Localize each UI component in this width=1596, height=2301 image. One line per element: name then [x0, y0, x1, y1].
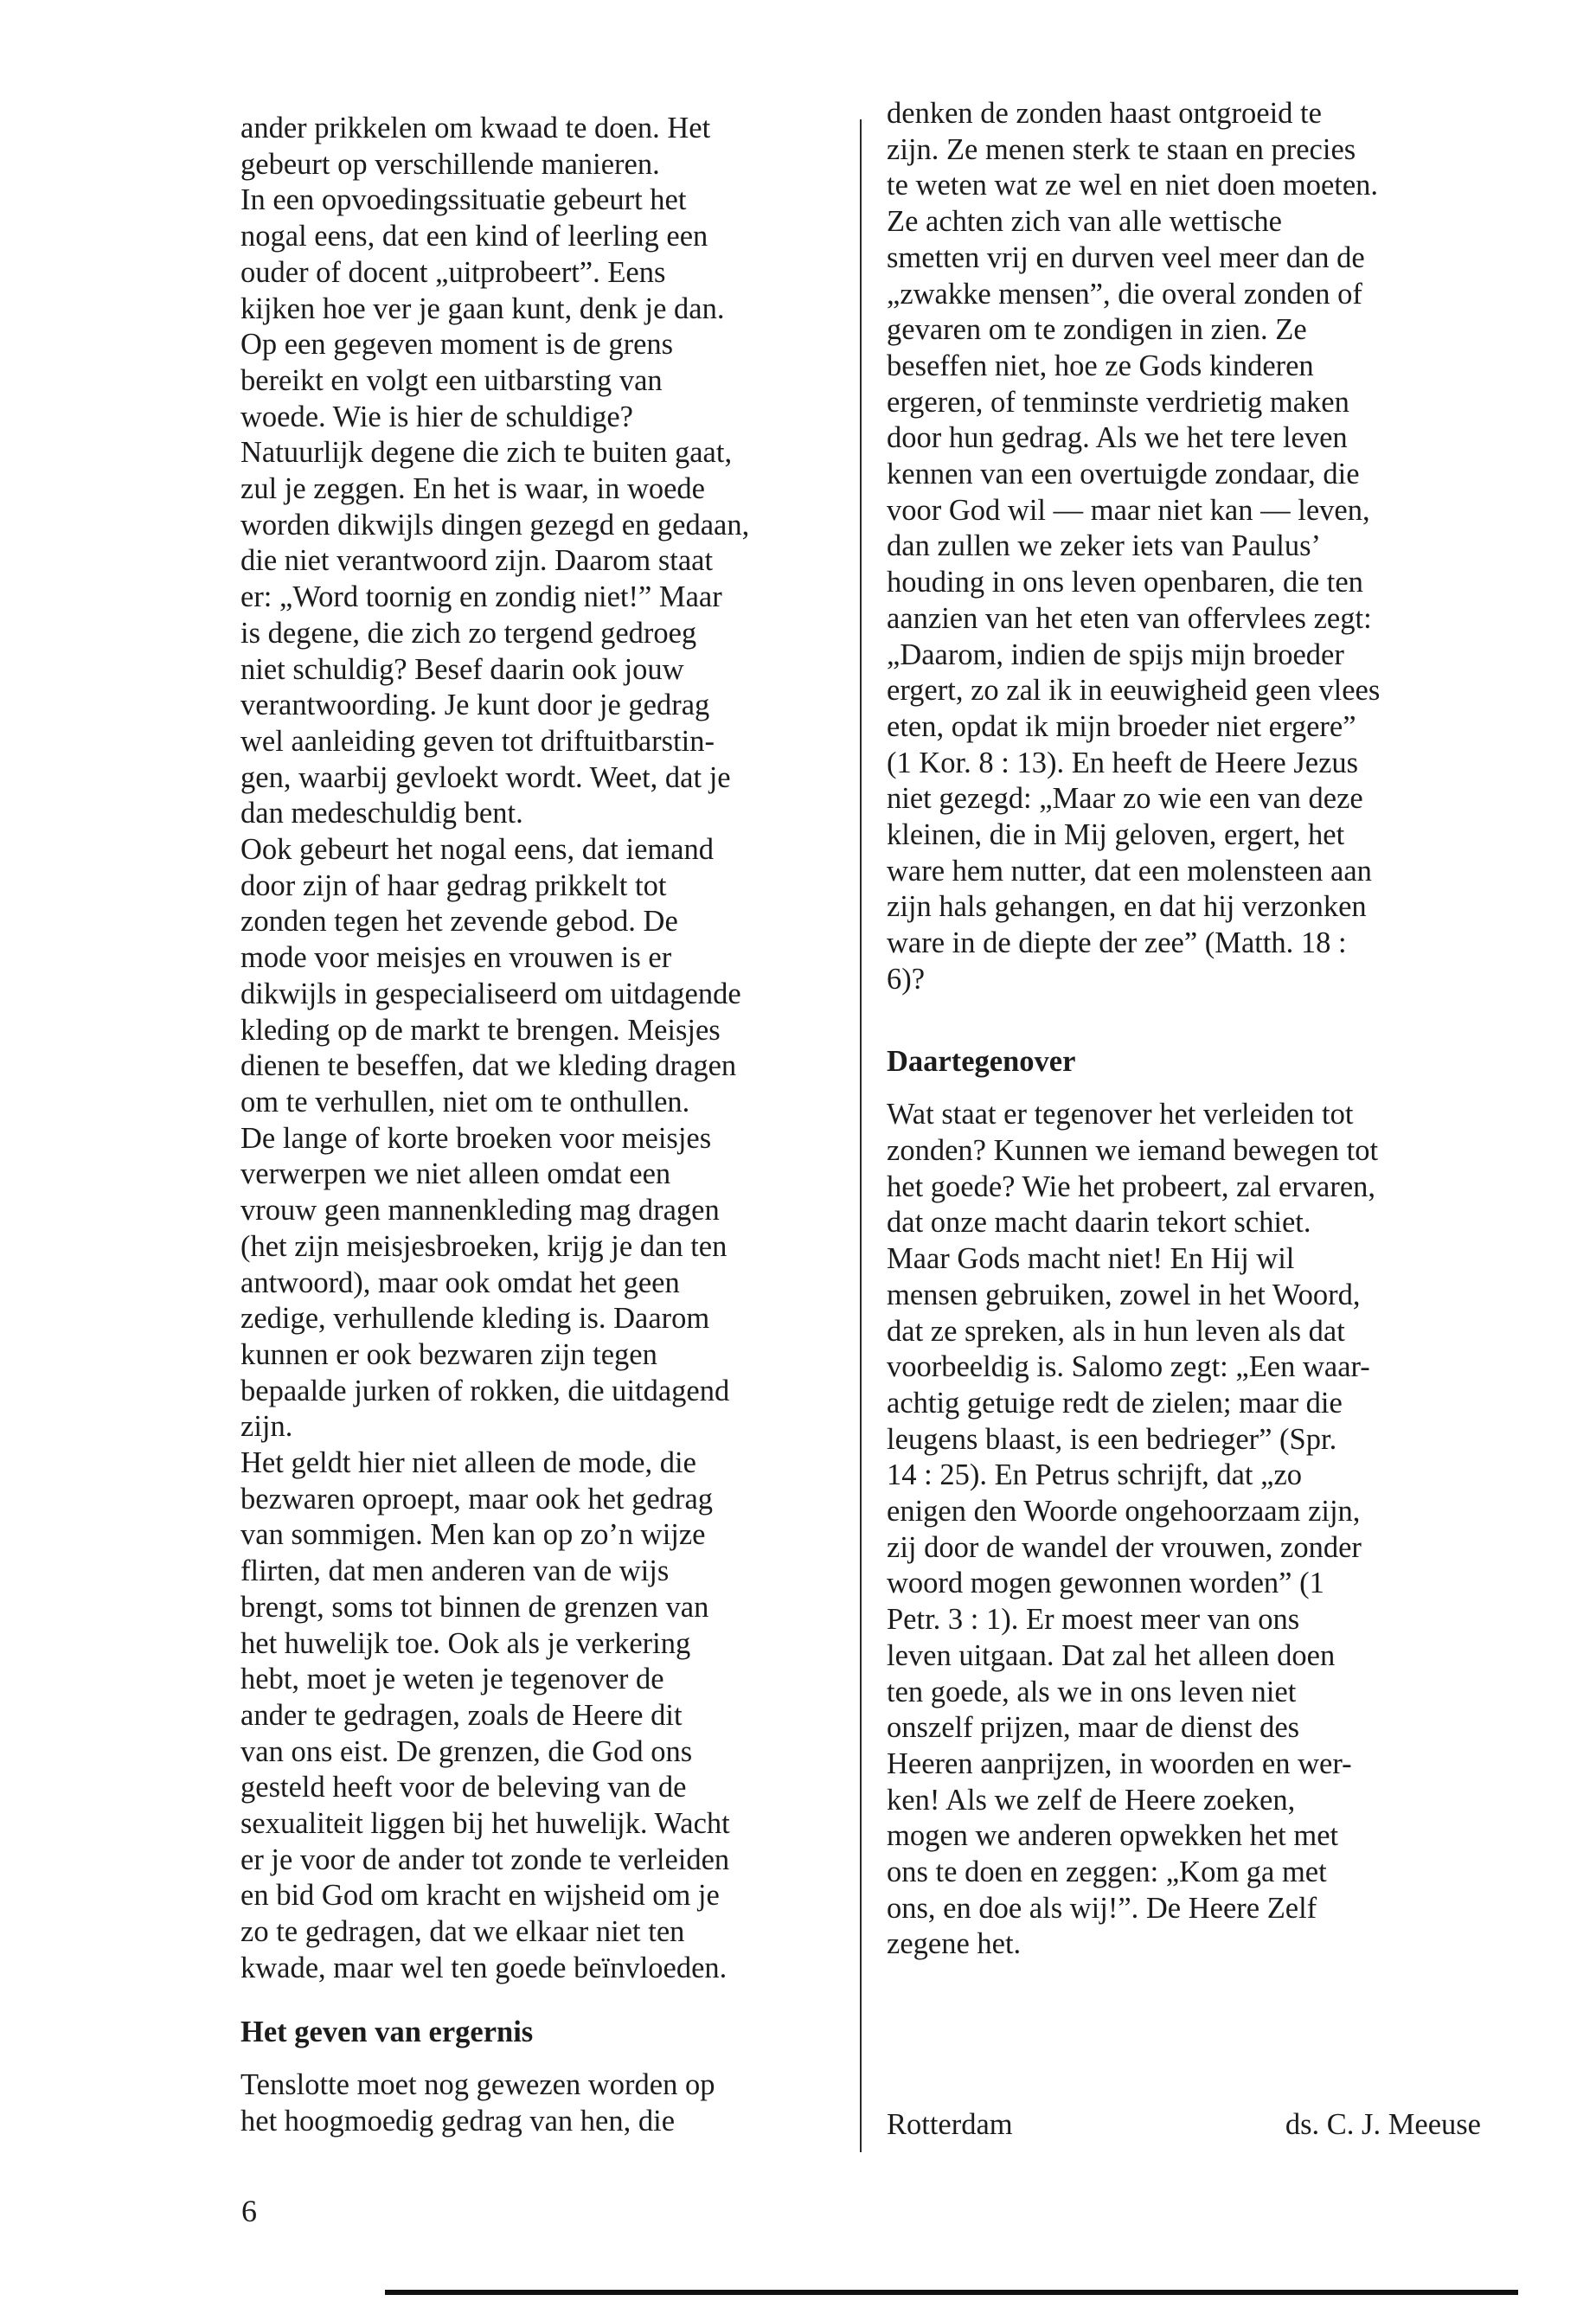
- text-line: niet gezegd: „Maar zo wie een van deze: [887, 782, 1363, 816]
- text-line: zij door de wandel der vrouwen, zonder: [887, 1530, 1362, 1564]
- text-line: antwoord), maar ook omdat het geen: [240, 1266, 680, 1299]
- text-line: zijn.: [240, 1410, 293, 1444]
- text-line: achtig getuige redt de zielen; maar die: [887, 1386, 1343, 1420]
- text-line: ander te gedragen, zoals de Heere dit: [240, 1698, 683, 1732]
- text-line: brengt, soms tot binnen de grenzen van: [240, 1590, 709, 1624]
- text-line: ergert, zo zal ik in eeuwigheid geen vlees: [887, 674, 1381, 708]
- text-line: en bid God om kracht en wijsheid om je: [240, 1879, 720, 1913]
- text-line: ergeren, of tenminste verdrietig maken: [887, 385, 1349, 419]
- text-line: kwade, maar wel ten goede beïnvloeden.: [240, 1951, 727, 1984]
- right-column: [887, 96, 1497, 1963]
- text-line: Ze achten zich van alle wettische: [887, 205, 1282, 239]
- text-line: gebeurt op verschillende manieren.: [240, 147, 660, 181]
- text-line: er je voor de ander tot zonde te verleiden: [240, 1843, 730, 1876]
- text-line: door zijn of haar gedrag prikkelt tot: [240, 868, 667, 902]
- text-line: van ons eist. De grenzen, die God ons: [240, 1734, 693, 1768]
- text-line: hebt, moet je weten je tegenover de: [240, 1663, 664, 1696]
- text-line: voor God wil — maar niet kan — leven,: [887, 493, 1370, 527]
- text-line: De lange of korte broeken voor meisjes: [240, 1121, 712, 1155]
- text-line: flirten, dat men anderen van de wijs: [240, 1554, 670, 1588]
- text-line: kijken hoe ver je gaan kunt, denk je dan.: [240, 292, 725, 325]
- text-line: Het geldt hier niet alleen de mode, die: [240, 1446, 696, 1480]
- text-line: het huwelijk toe. Ook als je verkering: [240, 1626, 691, 1660]
- text-line: 6)?: [887, 962, 926, 996]
- text-line: zo te gedragen, dat we elkaar niet ten: [240, 1915, 685, 1949]
- text-line: verantwoording. Je kunt door je gedrag: [240, 689, 710, 722]
- text-line: voorbeeldig is. Salomo zegt: „Een waar-: [887, 1350, 1370, 1384]
- text-line: mogen we anderen opwekken het met: [887, 1819, 1339, 1853]
- text-line: kleding op de markt te brengen. Meisjes: [240, 1013, 721, 1047]
- paragraph: [240, 2067, 850, 2139]
- text-line: gesteld heeft voor de beleving van de: [240, 1771, 687, 1804]
- text-line: woede. Wie is hier de schuldige?: [240, 400, 633, 433]
- text-line: houding in ons leven openbaren, die ten: [887, 566, 1363, 599]
- text-line: (het zijn meisjesbroeken, krijg je dan ten: [240, 1229, 727, 1263]
- text-line: Heeren aanprijzen, in woorden en wer-: [887, 1747, 1352, 1780]
- bottom-rule: [385, 2290, 1518, 2295]
- text-line: Ook gebeurt het nogal eens, dat iemand: [240, 833, 715, 867]
- text-line: ouder of docent „uitprobeert”. Eens: [240, 255, 666, 289]
- text-line: zedige, verhullende kleding is. Daarom: [240, 1302, 710, 1336]
- text-line: ander prikkelen om kwaad te doen. Het: [240, 112, 711, 144]
- text-line: „Daarom, indien de spijs mijn broeder: [887, 638, 1344, 671]
- page-number: 6: [241, 2194, 257, 2228]
- column-divider: [860, 119, 862, 2152]
- text-line: zijn. Ze menen sterk te staan en precies: [887, 132, 1356, 166]
- text-line: ware in de diepte der zee” (Matth. 18 :: [887, 926, 1347, 960]
- left-column: [240, 111, 850, 2140]
- text-line: ons, en doe als wij!”. De Heere Zelf: [887, 1891, 1317, 1925]
- text-line: leven uitgaan. Dat zal het alleen doen: [887, 1638, 1336, 1672]
- text-line: sexualiteit liggen bij het huwelijk. Wacht: [240, 1807, 730, 1841]
- text-line: is degene, die zich zo tergend gedroeg: [240, 616, 697, 650]
- text-line: wel aanleiding geven tot driftuitbarstin-: [240, 724, 715, 758]
- text-line: te weten wat ze wel en niet doen moeten.: [887, 169, 1379, 202]
- text-line: bereikt en volgt een uitbarsting van: [240, 363, 663, 397]
- text-line: ken! Als we zelf de Heere zoeken,: [887, 1783, 1296, 1817]
- section-heading: Het geven van ergernis: [240, 2015, 534, 2048]
- footer-author: ds. C. J. Meeuse: [1285, 2108, 1481, 2141]
- paragraph: [240, 832, 850, 1445]
- text-line: het goede? Wie het probeert, zal ervaren,: [887, 1170, 1376, 1203]
- text-line: dienen te beseffen, dat we kleding dragen: [240, 1049, 737, 1083]
- text-line: er: „Word toornig en zondig niet!” Maar: [240, 580, 722, 614]
- text-line: aanzien van het eten van offervlees zegt:: [887, 601, 1372, 635]
- text-line: dikwijls in gespecialiseerd om uitdagende: [240, 977, 741, 1010]
- paragraph: [887, 1097, 1497, 1963]
- text-line: dat onze macht daarin tekort schiet.: [887, 1206, 1311, 1240]
- text-line: zonden tegen het zevende gebod. De: [240, 905, 678, 939]
- text-line: gevaren om te zondigen in zien. Ze: [887, 313, 1307, 347]
- text-line: om te verhullen, niet om te onthullen.: [240, 1085, 690, 1118]
- text-line: eten, opdat ik mijn broeder niet ergere”: [887, 709, 1356, 743]
- footer-city: Rotterdam: [887, 2108, 1013, 2141]
- text-line: Tenslotte moet nog gewezen worden op: [240, 2068, 715, 2102]
- text-line: Petr. 3 : 1). Er moest meer van ons: [887, 1603, 1300, 1637]
- text-line: niet schuldig? Besef daarin ook jouw: [240, 652, 684, 686]
- text-line: worden dikwijls dingen gezegd en gedaan,: [240, 508, 750, 542]
- text-line: In een opvoedingssituatie gebeurt het: [240, 183, 687, 217]
- text-line: beseffen niet, hoe ze Gods kinderen: [887, 349, 1314, 382]
- text-line: enigen den Woorde ongehoorzaam zijn,: [887, 1495, 1361, 1529]
- paragraph: [240, 1445, 850, 1987]
- text-line: ten goede, als we in ons leven niet: [887, 1675, 1297, 1708]
- paragraph: [240, 111, 850, 832]
- text-line: zul je zeggen. En het is waar, in woede: [240, 472, 705, 506]
- text-line: Op een gegeven moment is de grens: [240, 328, 674, 362]
- text-line: dan medeschuldig bent.: [240, 797, 523, 830]
- text-line: zegene het.: [887, 1927, 1022, 1961]
- text-line: mensen gebruiken, zowel in het Woord,: [887, 1278, 1361, 1311]
- text-line: denken de zonden haast ontgroeid te: [887, 97, 1322, 130]
- text-line: leugens blaast, is een bedrieger” (Spr.: [887, 1422, 1337, 1456]
- text-line: door hun gedrag. Als we het tere leven: [887, 421, 1348, 455]
- text-line: kunnen er ook bezwaren zijn tegen: [240, 1337, 657, 1371]
- text-line: nogal eens, dat een kind of leerling een: [240, 220, 708, 253]
- text-line: kleinen, die in Mij geloven, ergert, het: [887, 818, 1345, 852]
- text-line: woord mogen gewonnen worden” (1: [887, 1567, 1324, 1600]
- paragraph: [887, 96, 1497, 998]
- text-line: kennen van een overtuigde zondaar, die: [887, 458, 1360, 491]
- section-heading: Daartegenover: [887, 1044, 1076, 1078]
- text-line: mode voor meisjes en vrouwen is er: [240, 941, 672, 975]
- text-line: dat ze spreken, als in hun leven als dat: [887, 1314, 1345, 1348]
- text-line: gen, waarbij gevloekt wordt. Weet, dat je: [240, 760, 731, 794]
- text-line: het hoogmoedig gedrag van hen, die: [240, 2104, 676, 2138]
- text-line: onszelf prijzen, maar de dienst des: [887, 1711, 1300, 1745]
- text-line: Natuurlijk degene die zich te buiten gaat,: [240, 436, 733, 470]
- text-line: Maar Gods macht niet! En Hij wil: [887, 1242, 1295, 1276]
- text-line: 14 : 25). En Petrus schrijft, dat „zo: [887, 1458, 1303, 1492]
- text-line: „zwakke mensen”, die overal zonden of: [887, 277, 1362, 311]
- text-line: (1 Kor. 8 : 13). En heeft de Heere Jezus: [887, 746, 1359, 779]
- text-line: die niet verantwoord zijn. Daarom staat: [240, 544, 714, 578]
- text-line: ons te doen en zeggen: „Kom ga met: [887, 1856, 1327, 1889]
- text-line: bepaalde jurken of rokken, die uitdagend: [240, 1374, 730, 1407]
- text-line: smetten vrij en durven veel meer dan de: [887, 240, 1365, 274]
- text-line: zonden? Kunnen we iemand bewegen tot: [887, 1133, 1379, 1167]
- text-line: zijn hals gehangen, en dat hij verzonken: [887, 890, 1367, 924]
- text-line: verwerpen we niet alleen omdat een: [240, 1157, 671, 1191]
- text-line: ware hem nutter, dat een molensteen aan: [887, 854, 1372, 888]
- text-line: Wat staat er tegenover het verleiden tot: [887, 1098, 1354, 1131]
- text-line: bezwaren oproept, maar ook het gedrag: [240, 1482, 714, 1516]
- text-line: van sommigen. Men kan op zo’n wijze: [240, 1518, 706, 1552]
- text-line: dan zullen we zeker iets van Paulus’: [887, 529, 1321, 563]
- text-line: vrouw geen mannenkleding mag dragen: [240, 1194, 720, 1227]
